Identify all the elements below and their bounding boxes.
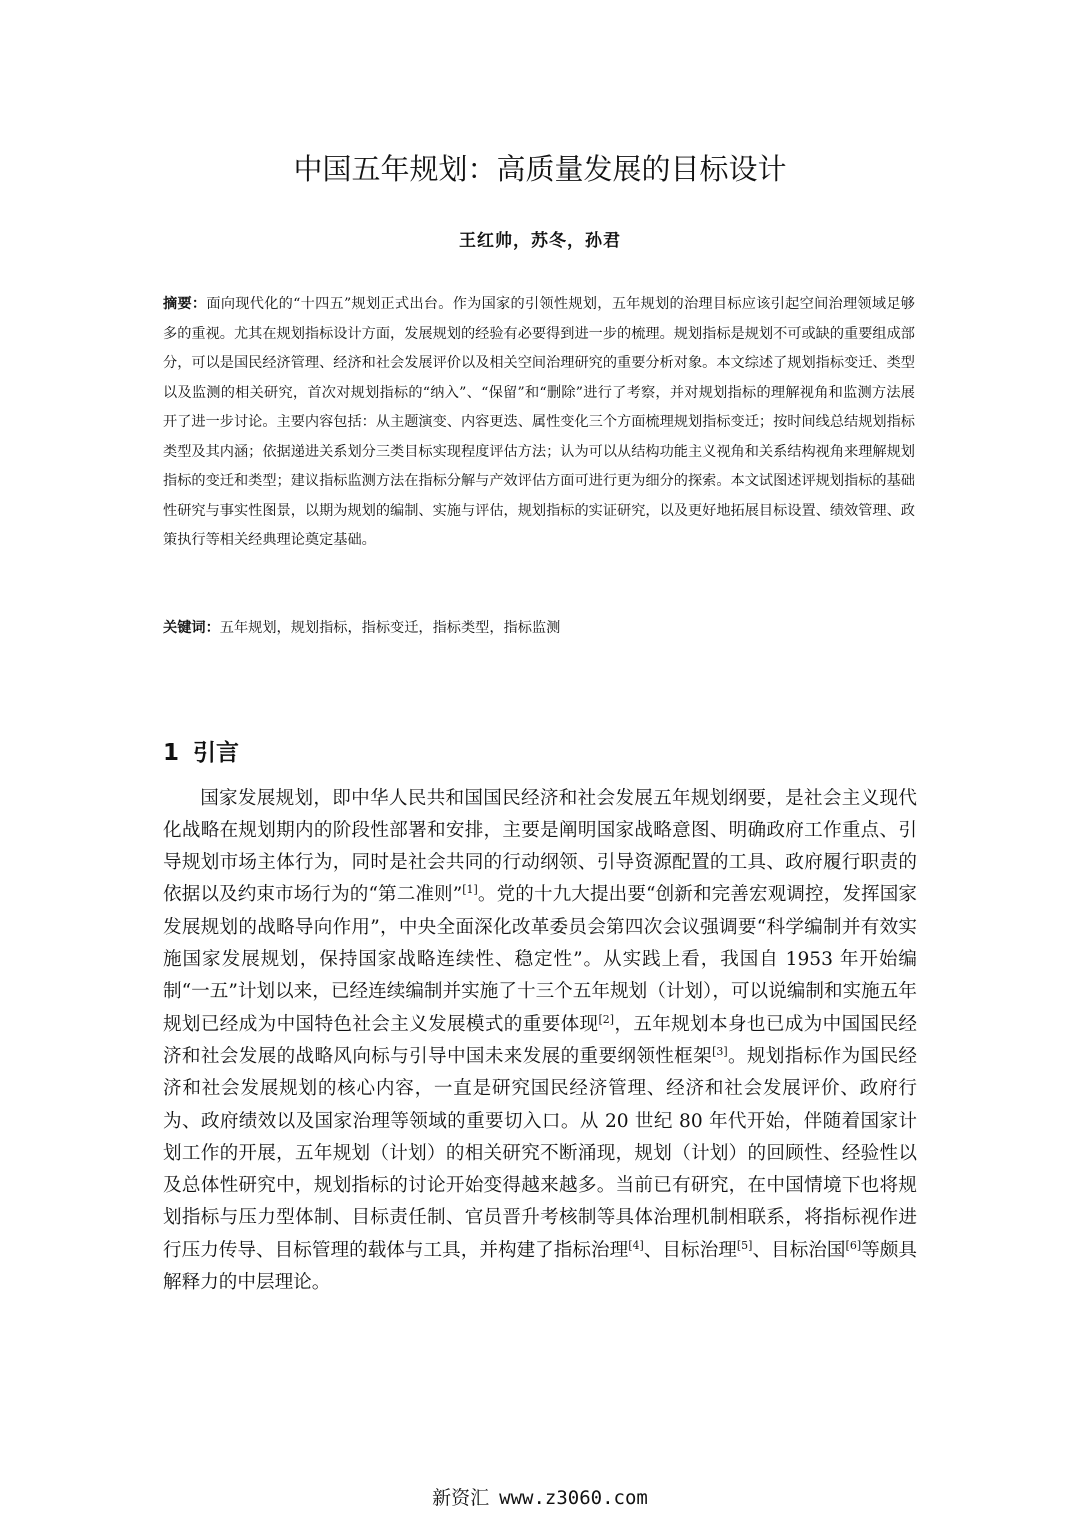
abstract-text: 面向现代化的“十四五”规划正式出台。作为国家的引领性规划，五年规划的治理目标应该引起空间治理领域足够多的重视。尤其在规划指标设计方面，发展规划的经验有必要得到进一步的梳理。规划指标是规划不可或缺的重要组成部分，可以是国民经济管理、经济和社会发展评价以及相关空间治理研究的重要分析对象。本文综述了规划指标变迁、类型以及监测的相关研究，首次对规划指标的“纳入”、“保留”和“删除”进行了考察，并对规划指标的理解视角和监测方法展开了进一步讨论。主要内容包括：从主题演变、内容更迭、属性变化三个方面梳理规划指标变迁；按时间线总结规划指标类型及其内涵；依据递进关系划分三类目标实现程度评估方法；认为可以从结构功能主义视角和关系结构视角来理解规划指标的变迁和类型；建议指标监测方法在指标分解与产效评估方面可进行更为细分的探索。本文试图述评规划指标的基础性研究与事实性图景，以期为规划的编制、实施与评估，规划指标的实证研究，以及更好地拓展目标设置、绩效管理、政策执行等相关经典理论奠定基础。 <box>163 296 915 548</box>
citation-2[interactable]: [2] <box>598 1012 615 1026</box>
intro-paragraph <box>163 783 917 1300</box>
abstract <box>163 290 915 556</box>
keywords-label: 关键词： <box>163 620 220 636</box>
body-segment-3: ，五年规划本身也已成为中国国民经济和社会发展的战略风向标与引导中国未来发展的重要纲领性框架 <box>163 1013 917 1067</box>
body-segment-1: 国家发展规划，即中华人民共和国国民经济和社会发展五年规划纲要，是社会主义现代化战略在规划期内的阶段性部署和安排，主要是阐明国家战略意图、明确政府工作重点、引导规划市场主体行为，同时是社会共同的行动纲领、引导资源配置的工具、政府履行职责的依据以及约束市场行为的“第二准则” <box>163 787 917 906</box>
body-segment-6: 、目标治国 <box>752 1239 846 1261</box>
section-heading <box>163 733 239 773</box>
page-footer <box>0 1483 1080 1510</box>
citation-1[interactable]: [1] <box>462 883 478 897</box>
abstract-label: 摘要： <box>163 296 207 312</box>
body-segment-2: 。党的十九大提出要“创新和完善宏观调控，发挥国家发展规划的战略导向作用”，中央全面深化改革委员会第四次会议强调要“科学编制并有效实施国家发展规划，保持国家战略连续性、稳定性”。从实践上看，我国自 1953 年开始编制“一五”计划以来，已经连续编制并实施了十三个五年规划（计划），可以说编制和实施五年规划已经成为中国特色社会主义发展模式的重要体现 <box>163 884 917 1035</box>
paper-title: 中国五年规划：高质量发展的目标设计 <box>293 152 787 187</box>
keywords-text: 五年规划，规划指标，指标变迁，指标类型，指标监测 <box>219 620 561 636</box>
citation-6[interactable]: [6] <box>845 1238 862 1252</box>
section-number: 1 <box>163 740 180 767</box>
section-title: 引言 <box>193 740 240 767</box>
citation-4[interactable]: [4] <box>628 1238 644 1252</box>
footer-url[interactable]: www.z3060.com <box>499 1487 648 1509</box>
footer-brand: 新资汇 <box>432 1487 490 1509</box>
citation-3[interactable]: [3] <box>712 1044 728 1058</box>
citation-5[interactable]: [5] <box>736 1238 753 1252</box>
body-segment-4: 。规划指标作为国民经济和社会发展规划的核心内容，一直是研究国民经济管理、经济和社会发展评价、政府行为、政府绩效以及国家治理等领域的重要切入口。从 20 世纪 80 年代开始，伴随着国家计划工作的开展，五年规划（计划）的相关研究不断涌现，规划（计划）的回顾性、经验性以及总体性研究中，规划指标的讨论开始变得越来越多。当前已有研究，在中国情境下也将规划指标与压力型体制、目标责任制、官员晋升考核制等具体治理机制相联系，将指标视作进行压力传导、目标管理的载体与工具，并构建了指标治理 <box>163 1045 917 1261</box>
body-segment-5: 、目标治理 <box>643 1239 737 1261</box>
author-list: 王红帅，苏冬，孙君 <box>459 231 621 251</box>
body-segment-7: 等颇具解释力的中层理论。 <box>163 1239 917 1294</box>
keywords <box>163 614 915 644</box>
